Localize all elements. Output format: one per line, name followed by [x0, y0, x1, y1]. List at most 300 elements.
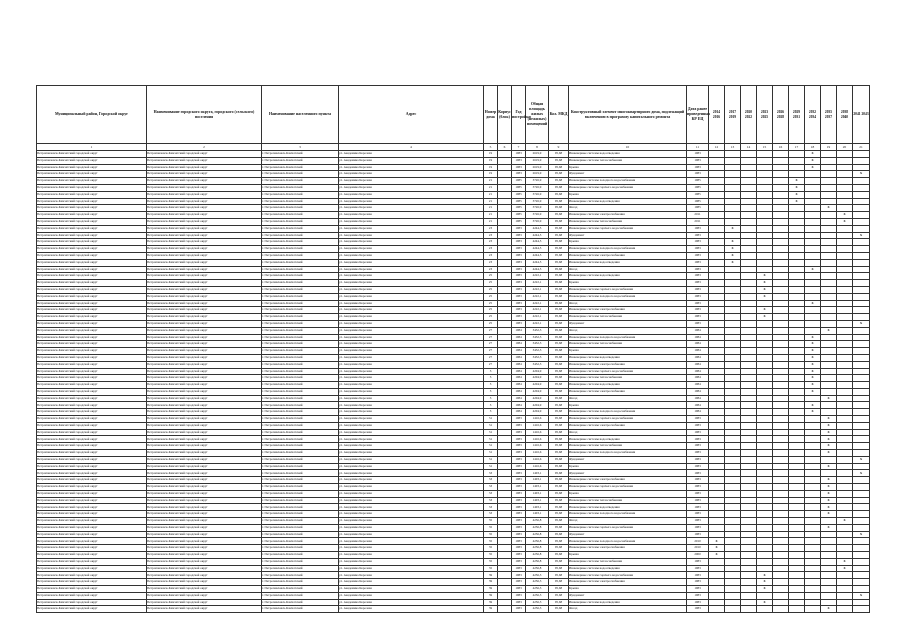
table-cell — [498, 341, 512, 348]
schedule-mark-cell — [741, 198, 757, 205]
schedule-mark-cell — [709, 348, 725, 355]
schedule-mark-cell — [837, 599, 853, 606]
table-cell: 95,68 — [549, 572, 569, 579]
table-cell: ул. Академика Королева — [339, 212, 484, 219]
table-row — [37, 606, 870, 613]
schedule-mark-cell: X — [757, 280, 773, 287]
table-cell: 3432,3 — [526, 327, 549, 334]
table-cell: 1983 — [512, 280, 526, 287]
table-cell: г. Петропавловск-Камчатский — [262, 259, 339, 266]
table-cell: 95,68 — [549, 198, 569, 205]
schedule-mark-cell — [725, 354, 741, 361]
schedule-mark-cell — [837, 184, 853, 191]
table-cell: 1983 — [512, 307, 526, 314]
schedule-mark-cell — [709, 171, 725, 178]
schedule-mark-cell — [741, 341, 757, 348]
schedule-mark-cell — [837, 171, 853, 178]
table-cell: 1985 — [512, 218, 526, 225]
schedule-mark-cell — [821, 178, 837, 185]
schedule-mark-cell — [757, 184, 773, 191]
schedule-mark-cell — [805, 511, 821, 518]
table-cell: Инженерные системы холодного водоснабжения — [569, 511, 687, 518]
table-cell: 2010 — [687, 545, 709, 552]
table-cell: 1984 — [512, 395, 526, 402]
table-cell — [498, 307, 512, 314]
table-cell: 1983 — [687, 436, 709, 443]
schedule-mark-cell — [725, 456, 741, 463]
table-cell: Петропавловск-Камчатский городской округ — [147, 545, 262, 552]
schedule-mark-cell — [853, 579, 870, 586]
table-cell: 3432,3 — [526, 341, 549, 348]
schedule-mark-cell: X — [821, 490, 837, 497]
header-cell: 2017 2019 — [725, 86, 741, 144]
table-cell: Петропавловск-Камчатский городской округ — [37, 436, 147, 443]
table-cell: г. Петропавловск-Камчатский — [262, 422, 339, 429]
schedule-mark-cell — [837, 341, 853, 348]
schedule-mark-cell — [741, 477, 757, 484]
table-row — [37, 388, 870, 395]
schedule-mark-cell — [773, 490, 789, 497]
schedule-mark-cell — [709, 212, 725, 219]
table-cell: Петропавловск-Камчатский городской округ — [147, 599, 262, 606]
table-cell: 1985 — [687, 205, 709, 212]
table-cell: 1983 — [512, 320, 526, 327]
table-cell: г. Петропавловск-Камчатский — [262, 429, 339, 436]
schedule-mark-cell — [837, 273, 853, 280]
table-row — [37, 273, 870, 280]
schedule-mark-cell — [821, 456, 837, 463]
schedule-mark-cell — [837, 375, 853, 382]
table-cell: 1984 — [687, 409, 709, 416]
table-cell: Инженерные системы горячего водоснабжения — [569, 184, 687, 191]
table-cell: 39 — [484, 579, 498, 586]
table-cell: 4244,5 — [526, 239, 549, 246]
schedule-mark-cell — [725, 552, 741, 559]
table-cell: Петропавловск-Камчатский городской округ — [37, 443, 147, 450]
header-cell: Конструктивный элемент многоквартирного дома, подлежащий включению в программу капитального ремонта — [569, 86, 687, 144]
table-row — [37, 327, 870, 334]
table-cell: ул. Академика Королева — [339, 191, 484, 198]
table-row — [37, 259, 870, 266]
schedule-mark-cell: X — [821, 504, 837, 511]
table-cell: Инженерные системы электроснабжения — [569, 361, 687, 368]
table-cell: 95,68 — [549, 586, 569, 593]
schedule-mark-cell — [805, 246, 821, 253]
schedule-mark-cell — [789, 579, 805, 586]
table-row — [37, 416, 870, 423]
table-cell: 95,68 — [549, 490, 569, 497]
column-number: 3 — [262, 144, 339, 151]
schedule-mark-cell — [725, 429, 741, 436]
table-cell: 4256,3 — [526, 599, 549, 606]
schedule-mark-cell — [709, 524, 725, 531]
schedule-mark-cell: X — [853, 320, 870, 327]
schedule-mark-cell — [789, 416, 805, 423]
schedule-mark-cell — [805, 422, 821, 429]
table-cell — [498, 572, 512, 579]
table-row — [37, 232, 870, 239]
schedule-mark-cell — [757, 552, 773, 559]
table-cell: 4256,8 — [526, 538, 549, 545]
table-cell: 1983 — [687, 490, 709, 497]
schedule-mark-cell — [853, 361, 870, 368]
table-cell: Инженерные системы электроснабжения — [569, 422, 687, 429]
schedule-mark-cell — [741, 327, 757, 334]
table-cell: Петропавловск-Камчатский городской округ — [37, 484, 147, 491]
table-cell: 1983 — [512, 538, 526, 545]
schedule-mark-cell — [741, 348, 757, 355]
table-cell: Петропавловск-Камчатский городской округ — [37, 375, 147, 382]
schedule-mark-cell — [837, 409, 853, 416]
table-cell: Петропавловск-Камчатский городской округ — [147, 273, 262, 280]
table-cell: Петропавловск-Камчатский городской округ — [37, 286, 147, 293]
table-cell: г. Петропавловск-Камчатский — [262, 395, 339, 402]
schedule-mark-cell: X — [805, 368, 821, 375]
schedule-mark-cell — [853, 490, 870, 497]
schedule-mark-cell — [741, 565, 757, 572]
schedule-mark-cell — [853, 157, 870, 164]
schedule-mark-cell — [805, 259, 821, 266]
schedule-mark-cell — [709, 151, 725, 158]
schedule-mark-cell — [789, 531, 805, 538]
table-cell: 3726,9 — [526, 184, 549, 191]
table-cell: 95,68 — [549, 239, 569, 246]
schedule-mark-cell — [853, 239, 870, 246]
table-cell: 95,68 — [549, 293, 569, 300]
table-cell: 35 — [484, 538, 498, 545]
table-cell: Петропавловск-Камчатский городской округ — [37, 164, 147, 171]
table-cell: Петропавловск-Камчатский городской округ — [37, 470, 147, 477]
schedule-mark-cell — [709, 280, 725, 287]
table-cell: ул. Академика Королева — [339, 388, 484, 395]
header-cell: 2032 2034 — [805, 86, 821, 144]
schedule-mark-cell — [741, 416, 757, 423]
table-cell: 31 — [484, 436, 498, 443]
table-cell: Инженерные системы водоотведения — [569, 436, 687, 443]
schedule-mark-cell: X — [757, 286, 773, 293]
table-cell: ул. Академика Королева — [339, 368, 484, 375]
table-cell: Фундамент — [569, 456, 687, 463]
schedule-mark-cell — [773, 518, 789, 525]
table-cell: ул. Академика Королева — [339, 151, 484, 158]
schedule-mark-cell — [709, 592, 725, 599]
schedule-mark-cell — [853, 252, 870, 259]
schedule-mark-cell — [725, 375, 741, 382]
schedule-mark-cell: X — [821, 327, 837, 334]
column-number: 20 — [837, 144, 853, 151]
schedule-mark-cell — [741, 497, 757, 504]
table-cell: 3726,9 — [526, 178, 549, 185]
table-cell: 3 — [484, 402, 498, 409]
table-cell: 95,68 — [549, 422, 569, 429]
table-cell: 39 — [484, 592, 498, 599]
table-cell — [498, 511, 512, 518]
table-cell: ул. Академика Королева — [339, 320, 484, 327]
table-cell: 1983 — [512, 558, 526, 565]
table-cell: 95,68 — [549, 606, 569, 613]
table-cell: 4244,5 — [526, 246, 549, 253]
table-cell — [498, 484, 512, 491]
table-cell: Петропавловск-Камчатский городской округ — [37, 388, 147, 395]
schedule-mark-cell — [709, 470, 725, 477]
table-cell: ул. Академика Королева — [339, 286, 484, 293]
schedule-mark-cell — [757, 327, 773, 334]
table-cell: 95,68 — [549, 212, 569, 219]
table-row — [37, 490, 870, 497]
schedule-mark-cell — [725, 545, 741, 552]
schedule-mark-cell — [805, 205, 821, 212]
table-cell: Петропавловск-Камчатский городской округ — [37, 497, 147, 504]
schedule-mark-cell — [821, 300, 837, 307]
schedule-mark-cell — [725, 565, 741, 572]
schedule-mark-cell — [821, 341, 837, 348]
schedule-mark-cell — [837, 239, 853, 246]
schedule-mark-cell: X — [789, 191, 805, 198]
schedule-mark-cell — [789, 205, 805, 212]
table-cell: 35 — [484, 524, 498, 531]
schedule-mark-cell — [805, 416, 821, 423]
table-cell: Петропавловск-Камчатский городской округ — [147, 327, 262, 334]
table-cell: 21 — [484, 205, 498, 212]
table-row — [37, 429, 870, 436]
table-cell: Петропавловск-Камчатский городской округ — [147, 300, 262, 307]
schedule-mark-cell: X — [709, 538, 725, 545]
table-cell: 19 — [484, 164, 498, 171]
table-cell: 25 — [484, 286, 498, 293]
table-cell: Инженерные системы холодного водоснабжения — [569, 409, 687, 416]
table-cell: Петропавловск-Камчатский городской округ — [37, 531, 147, 538]
table-cell: 19 — [484, 151, 498, 158]
table-cell: 1983 — [512, 477, 526, 484]
table-cell: 2619,9 — [526, 164, 549, 171]
table-cell: 4204,9 — [526, 409, 549, 416]
table-cell — [498, 422, 512, 429]
table-cell: Фасад — [569, 518, 687, 525]
schedule-mark-cell — [837, 490, 853, 497]
schedule-mark-cell — [709, 531, 725, 538]
table-cell: Петропавловск-Камчатский городской округ — [147, 191, 262, 198]
table-cell: 4222,1 — [526, 300, 549, 307]
schedule-mark-cell: X — [837, 212, 853, 219]
schedule-mark-cell — [789, 402, 805, 409]
table-cell: 1984 — [687, 388, 709, 395]
table-cell: 1983 — [512, 518, 526, 525]
table-cell: ул. Академика Королева — [339, 565, 484, 572]
schedule-mark-cell: X — [757, 586, 773, 593]
schedule-mark-cell: X — [805, 409, 821, 416]
table-row — [37, 164, 870, 171]
table-cell: ул. Академика Королева — [339, 545, 484, 552]
table-cell: 1983 — [512, 606, 526, 613]
table-cell: 1983 — [687, 320, 709, 327]
schedule-mark-cell — [725, 171, 741, 178]
schedule-mark-cell — [741, 558, 757, 565]
table-cell: 95,68 — [549, 273, 569, 280]
schedule-mark-cell — [757, 450, 773, 457]
schedule-mark-cell — [773, 572, 789, 579]
schedule-mark-cell — [709, 300, 725, 307]
table-cell — [498, 348, 512, 355]
schedule-mark-cell — [805, 545, 821, 552]
schedule-mark-cell — [821, 552, 837, 559]
schedule-mark-cell — [741, 320, 757, 327]
table-cell: Петропавловск-Камчатский городской округ — [147, 606, 262, 613]
schedule-mark-cell — [805, 484, 821, 491]
table-cell: 1984 — [512, 341, 526, 348]
table-cell: ул. Академика Королева — [339, 592, 484, 599]
table-cell: г. Петропавловск-Камчатский — [262, 592, 339, 599]
table-cell: Петропавловск-Камчатский городской округ — [37, 429, 147, 436]
schedule-mark-cell — [789, 395, 805, 402]
schedule-mark-cell — [789, 341, 805, 348]
column-number: 11 — [687, 144, 709, 151]
schedule-mark-cell — [709, 157, 725, 164]
schedule-mark-cell — [773, 246, 789, 253]
table-cell: 1983 — [687, 450, 709, 457]
table-cell — [498, 354, 512, 361]
table-cell: Петропавловск-Камчатский городской округ — [37, 293, 147, 300]
table-cell: ул. Академика Королева — [339, 579, 484, 586]
schedule-mark-cell — [773, 334, 789, 341]
schedule-mark-cell: X — [757, 599, 773, 606]
table-cell: 23 — [484, 246, 498, 253]
table-cell — [498, 320, 512, 327]
table-cell: 1983 — [687, 266, 709, 273]
schedule-mark-cell — [709, 314, 725, 321]
schedule-mark-cell — [773, 558, 789, 565]
schedule-mark-cell — [709, 286, 725, 293]
table-cell: 1984 — [687, 334, 709, 341]
table-cell: 1983 — [687, 572, 709, 579]
header-cell: Корпус (блок) — [498, 86, 512, 144]
table-cell: г. Петропавловск-Камчатский — [262, 232, 339, 239]
table-cell: 39 — [484, 572, 498, 579]
header-row — [37, 86, 870, 144]
schedule-mark-cell — [757, 354, 773, 361]
table-cell: ул. Академика Королева — [339, 205, 484, 212]
schedule-mark-cell — [741, 545, 757, 552]
table-row — [37, 354, 870, 361]
table-cell: 95,68 — [549, 252, 569, 259]
schedule-mark-cell — [709, 443, 725, 450]
table-cell: Петропавловск-Камчатский городской округ — [147, 259, 262, 266]
table-cell: Петропавловск-Камчатский городской округ — [147, 375, 262, 382]
table-row — [37, 171, 870, 178]
table-cell: Петропавловск-Камчатский городской округ — [147, 592, 262, 599]
schedule-mark-cell — [837, 266, 853, 273]
schedule-mark-cell: X — [853, 232, 870, 239]
schedule-mark-cell — [741, 205, 757, 212]
table-cell: 27 — [484, 354, 498, 361]
schedule-mark-cell — [709, 259, 725, 266]
schedule-mark-cell — [741, 599, 757, 606]
table-cell: Петропавловск-Камчатский городской округ — [37, 456, 147, 463]
table-cell: 1983 — [512, 225, 526, 232]
schedule-mark-cell — [805, 252, 821, 259]
schedule-mark-cell — [789, 164, 805, 171]
schedule-mark-cell — [789, 477, 805, 484]
schedule-mark-cell: X — [709, 552, 725, 559]
schedule-mark-cell — [837, 361, 853, 368]
table-cell: 33 — [484, 511, 498, 518]
schedule-mark-cell — [789, 300, 805, 307]
table-row — [37, 497, 870, 504]
table-cell — [498, 239, 512, 246]
table-cell — [498, 395, 512, 402]
table-cell: Петропавловск-Камчатский городской округ — [37, 239, 147, 246]
schedule-mark-cell — [725, 327, 741, 334]
table-cell: г. Петропавловск-Камчатский — [262, 164, 339, 171]
table-cell: 21 — [484, 178, 498, 185]
table-cell: 1983 — [687, 157, 709, 164]
schedule-mark-cell — [741, 592, 757, 599]
table-row — [37, 307, 870, 314]
table-cell: Петропавловск-Камчатский городской округ — [37, 354, 147, 361]
schedule-mark-cell: X — [805, 164, 821, 171]
table-cell — [498, 450, 512, 457]
schedule-mark-cell — [757, 246, 773, 253]
table-cell: Петропавловск-Камчатский городской округ — [147, 443, 262, 450]
schedule-mark-cell — [789, 511, 805, 518]
table-cell: ул. Академика Королева — [339, 497, 484, 504]
schedule-mark-cell — [773, 191, 789, 198]
schedule-mark-cell — [821, 409, 837, 416]
table-cell: 1983 — [512, 164, 526, 171]
table-cell: Петропавловск-Камчатский городской округ — [147, 341, 262, 348]
table-cell: 1403,1 — [526, 504, 549, 511]
table-cell: 1985 — [687, 178, 709, 185]
schedule-mark-cell — [789, 592, 805, 599]
table-row — [37, 375, 870, 382]
table-cell — [498, 524, 512, 531]
table-cell: 1984 — [512, 388, 526, 395]
table-cell: Петропавловск-Камчатский городской округ — [147, 293, 262, 300]
table-cell: Крыша — [569, 463, 687, 470]
schedule-mark-cell — [805, 280, 821, 287]
table-cell: Инженерные системы водоотведения — [569, 354, 687, 361]
table-row — [37, 463, 870, 470]
schedule-mark-cell — [725, 518, 741, 525]
schedule-mark-cell — [725, 395, 741, 402]
table-cell: 4204,9 — [526, 395, 549, 402]
table-cell: г. Петропавловск-Камчатский — [262, 558, 339, 565]
table-cell: 95,68 — [549, 565, 569, 572]
schedule-mark-cell — [853, 375, 870, 382]
schedule-mark-cell — [853, 463, 870, 470]
schedule-mark-cell — [837, 524, 853, 531]
schedule-mark-cell — [805, 538, 821, 545]
table-cell: Петропавловск-Камчатский городской округ — [147, 178, 262, 185]
schedule-mark-cell — [773, 402, 789, 409]
table-cell: 4204,9 — [526, 388, 549, 395]
schedule-mark-cell: X — [805, 348, 821, 355]
table-cell: г. Петропавловск-Камчатский — [262, 382, 339, 389]
table-cell: Петропавловск-Камчатский городской округ — [147, 552, 262, 559]
table-cell: 3 — [484, 375, 498, 382]
schedule-mark-cell — [757, 178, 773, 185]
table-row — [37, 477, 870, 484]
schedule-mark-cell: X — [805, 388, 821, 395]
schedule-mark-cell — [709, 388, 725, 395]
table-row — [37, 184, 870, 191]
schedule-mark-cell — [853, 191, 870, 198]
table-cell: 23 — [484, 266, 498, 273]
table-cell: Петропавловск-Камчатский городской округ — [147, 307, 262, 314]
table-cell: г. Петропавловск-Камчатский — [262, 151, 339, 158]
schedule-mark-cell — [773, 552, 789, 559]
schedule-mark-cell — [757, 565, 773, 572]
table-cell: Инженерные системы водоотведения — [569, 198, 687, 205]
